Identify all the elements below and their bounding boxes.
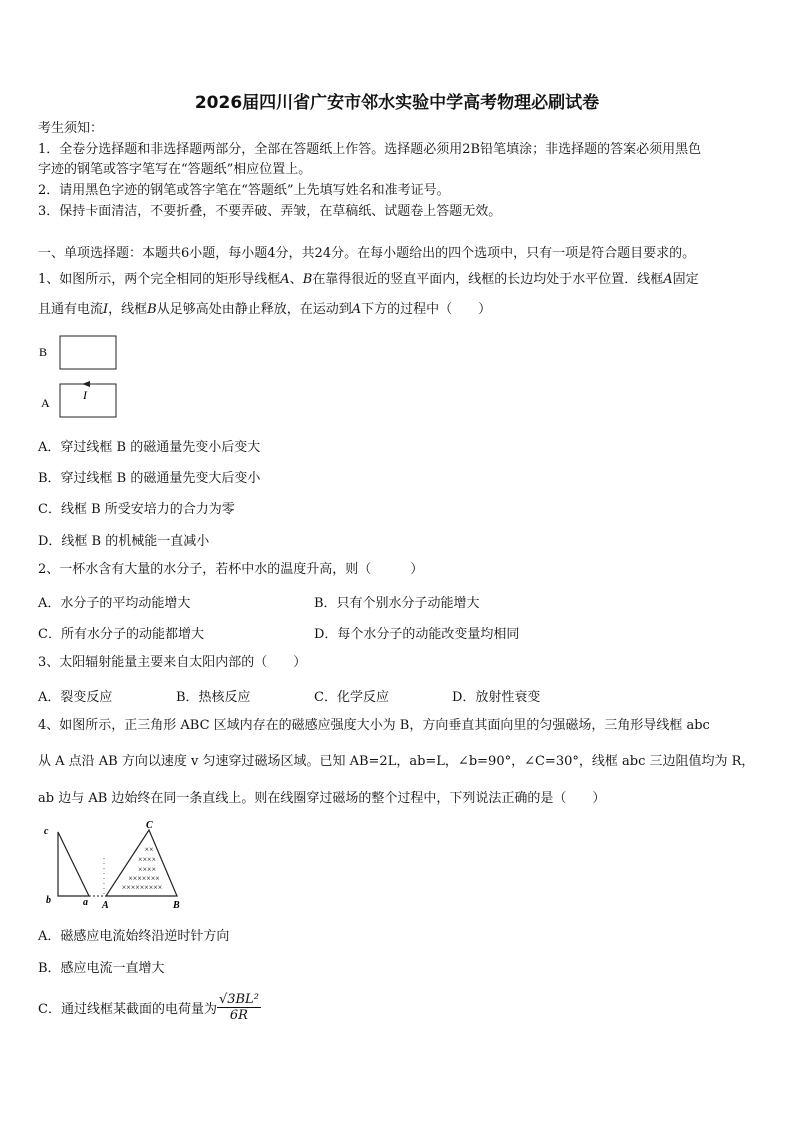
- q3-stem: 3、太阳辐射能量主要来自太阳内部的（ ）: [38, 655, 307, 670]
- q4-field-crosses: ××××: [137, 855, 157, 864]
- notice-heading: 考生须知：: [38, 121, 104, 136]
- q2-option-d: D．每个水分子的动能改变量均相同: [314, 627, 520, 642]
- q4-option-a: A．磁感应电流始终沿逆时针方向: [38, 929, 230, 944]
- q1-var: A: [663, 272, 673, 287]
- q2-option-a: A．水分子的平均动能增大: [38, 596, 191, 611]
- q4-fraction-numerator: √3BL²: [218, 992, 259, 1007]
- q1-text: 在靠得很近的竖直平面内，线框的长边均处于水平位置．线框: [312, 272, 664, 287]
- q4-label-C: C: [146, 820, 153, 831]
- q1-frame-a: [60, 384, 116, 417]
- q1-text: 且通有电流: [38, 302, 104, 317]
- q4-label-b: b: [46, 895, 51, 906]
- q1-fig-label-i: I: [83, 388, 87, 402]
- page-title: 2026届四川省广安市邻水实验中学高考物理必刷试卷: [194, 93, 600, 113]
- q1-text: ，线框: [108, 302, 148, 317]
- q2-option-c: C．所有水分子的动能都增大: [38, 627, 204, 642]
- q4-label-c: c: [44, 826, 49, 837]
- q3-option-c: C．化学反应: [314, 690, 389, 705]
- q1-var: B: [302, 272, 313, 287]
- q4-field-crosses: ××: [144, 845, 154, 854]
- section-heading: 一、单项选择题：本题共6小题，每小题4分，共24分。在每小题给出的四个选项中，只有一项是符合题目要求的。: [38, 246, 696, 261]
- q4-stem-line1: 4、如图所示，正三角形 ABC 区域内存在的磁感应强度大小为 B，方向垂直其面向里的匀强磁场，三角形导线框 abc: [38, 718, 710, 733]
- q1-stem-line2: [38, 301, 491, 319]
- q2-option-b: B．只有个别水分子动能增大: [314, 596, 480, 611]
- q1-option-c: C．线框 B 所受安培力的合力为零: [38, 502, 235, 517]
- q1-text: 固定: [672, 272, 699, 287]
- q3-option-b: B．热核反应: [176, 690, 251, 705]
- q4-field-crosses: ×××××××××: [121, 883, 163, 892]
- q4-field-crosses: ×××××××: [128, 874, 160, 883]
- q1-current-arrow-icon: [82, 381, 90, 387]
- notice-item-3: 3．保持卡面清洁，不要折叠，不要弄破、弄皱，在草稿纸、试题卷上答题无效。: [38, 204, 502, 219]
- q1-text: 从足够高处由静止释放，在运动到: [156, 302, 352, 317]
- q1-var: B: [147, 302, 157, 317]
- notice-item-2: 2．请用黑色字迹的钢笔或答字笔在“答题纸”上先填写姓名和准考证号。: [38, 183, 450, 198]
- q1-text: 下方的过程中（ ）: [361, 302, 492, 317]
- q4-option-c-fraction: [217, 992, 261, 1023]
- q4-frame-abc: [58, 832, 89, 896]
- q4-fraction-denominator: 6R: [229, 1008, 248, 1023]
- q1-text: 、: [289, 272, 303, 287]
- q2-stem: 2、一杯水含有大量的水分子，若杯中水的温度升高，则（ ）: [38, 562, 424, 577]
- notice-item-1a: 1．全卷分选择题和非选择题两部分，全部在答题纸上作答。选择题必须用2B铅笔填涂；非选择题的答案必须用黑色: [38, 142, 702, 157]
- q4-label-A: A: [102, 900, 109, 911]
- q4-label-a: a: [83, 897, 88, 908]
- q1-var: A: [351, 302, 362, 317]
- q1-var: I: [103, 302, 109, 317]
- q4-figure: [38, 820, 198, 915]
- q4-stem-line2: 从 A 点沿 AB 方向以速度 v 匀速穿过磁场区域。已知 AB=2L，ab=L，∠b=90°，∠C=30°，线框 abc 三边阻值均为 R，: [38, 754, 755, 769]
- q4-option-b: B．感应电流一直增大: [38, 961, 165, 976]
- q4-option-c-text: C．通过线框某截面的电荷量为: [38, 1002, 217, 1017]
- q1-figure: [36, 332, 126, 422]
- q4-option-c: [38, 992, 261, 1023]
- q4-field-crosses: ××××: [137, 865, 157, 874]
- q1-frame-b: [60, 336, 116, 369]
- q3-option-d: D．放射性衰变: [452, 690, 541, 705]
- q1-text: 1、如图所示，两个完全相同的矩形导线框: [38, 272, 281, 287]
- notice-item-1b: 字迹的钢笔或答字笔写在“答题纸”相应位置上。: [38, 162, 312, 177]
- q4-label-B: B: [173, 900, 180, 911]
- q1-fig-label-b: B: [39, 345, 48, 359]
- q1-option-d: D．线框 B 的机械能一直减小: [38, 534, 210, 549]
- q4-stem-line3: ab 边与 AB 边始终在同一条直线上。则在线圈穿过磁场的整个过程中，下列说法正确的是（ ）: [38, 791, 606, 806]
- q1-option-a: A．穿过线框 B 的磁通量先变小后变大: [38, 440, 261, 455]
- q1-var: A: [280, 272, 290, 287]
- q1-stem-line1: [38, 271, 699, 289]
- q1-fig-label-a: A: [41, 396, 50, 410]
- q3-option-a: A．裂变反应: [38, 690, 113, 705]
- q1-option-b: B．穿过线框 B 的磁通量先变大后变小: [38, 471, 261, 486]
